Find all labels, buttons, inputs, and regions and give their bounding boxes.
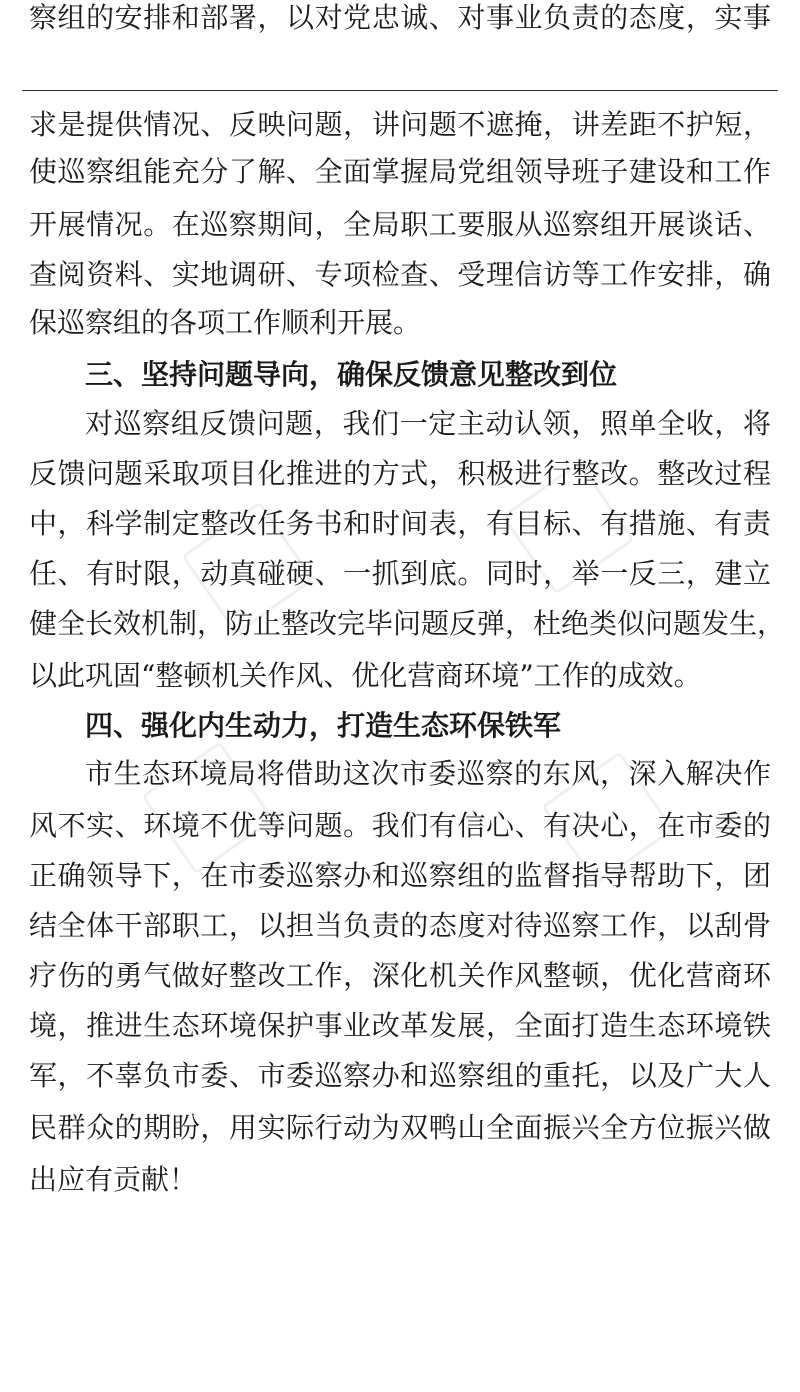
body-text-line: 民群众的期盼，用实际行动为双鸭山全面振兴全方位振兴做 xyxy=(29,1111,771,1144)
body-text-line: 军，不辜负市委、市委巡察办和巡察组的重托，以及广大人 xyxy=(29,1059,771,1092)
body-text-line: 察组的安排和部署，以对党忠诚、对事业负责的态度，实事 xyxy=(29,1,771,34)
body-text-line: 使巡察组能充分了解、全面掌握局党组领导班子建设和工作 xyxy=(29,155,771,188)
body-text-line: 求是提供情况、反映问题，讲问题不遮掩，讲差距不护短， xyxy=(29,108,771,141)
body-text-line: 中，科学制定整改任务书和时间表，有目标、有措施、有责 xyxy=(29,507,771,540)
body-text-line: 健全长效机制，防止整改完毕问题反弹，杜绝类似问题发生， xyxy=(29,607,786,640)
body-text-line: 风不实、环境不优等问题。我们有信心、有决心，在市委的 xyxy=(29,809,771,842)
body-text-line: 任、有时限，动真碰硬、一抓到底。同时，举一反三，建立 xyxy=(29,557,771,590)
body-text-line: 市生态环境局将借助这次市委巡察的东风，深入解决作 xyxy=(85,757,771,790)
section-heading: 四、强化内生动力，打造生态环保铁军 xyxy=(85,709,562,742)
body-text-line: 疗伤的勇气做好整改工作，深化机关作风整顿，优化营商环 xyxy=(29,959,771,992)
body-text-line: 开展情况。在巡察期间，全局职工要服从巡察组开展谈话、 xyxy=(29,208,771,241)
body-text-line: 反馈问题采取项目化推进的方式，积极进行整改。整改过程 xyxy=(29,457,771,490)
body-text-line: 查阅资料、实地调研、专项检查、受理信访等工作安排，确 xyxy=(29,258,771,291)
body-text-line: 结全体干部职工，以担当负责的态度对待巡察工作，以刮骨 xyxy=(29,909,771,942)
section-heading: 三、坚持问题导向，确保反馈意见整改到位 xyxy=(85,358,618,391)
body-text-line: 出应有贡献！ xyxy=(29,1163,198,1196)
body-text-line: 境，推进生态环境保护事业改革发展，全面打造生态环境铁 xyxy=(29,1009,771,1042)
body-text-line: 对巡察组反馈问题，我们一定主动认领，照单全收，将 xyxy=(85,407,771,440)
body-text-line: 正确领导下，在市委巡察办和巡察组的监督指导帮助下，团 xyxy=(29,859,771,892)
page-divider xyxy=(22,90,778,91)
body-text-line: 以此巩固“整顿机关作风、优化营商环境”工作的成效。 xyxy=(29,659,702,692)
body-text-line: 保巡察组的各项工作顺利开展。 xyxy=(29,306,422,339)
